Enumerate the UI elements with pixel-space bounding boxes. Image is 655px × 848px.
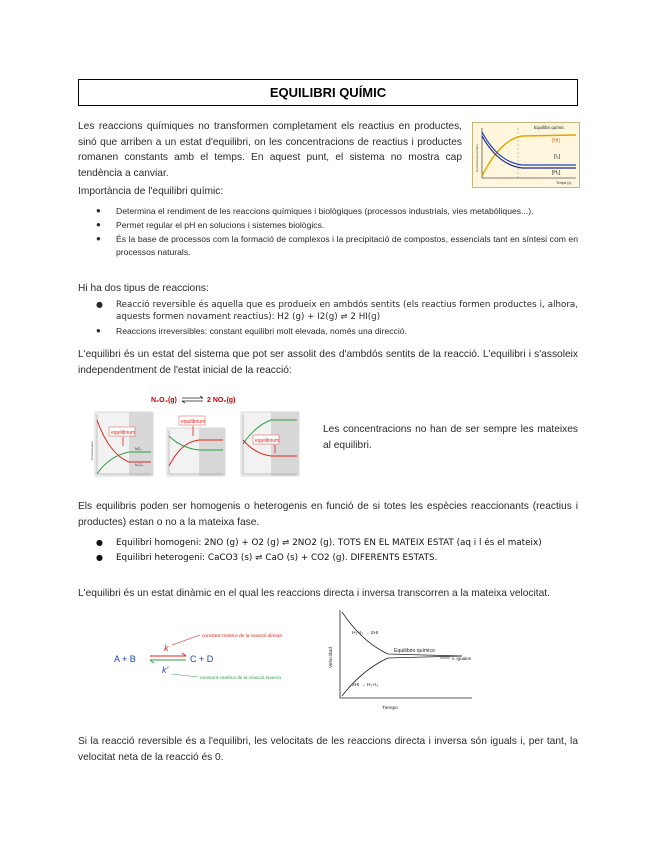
fig1-xlabel: Temps (s) xyxy=(556,181,572,185)
fig2-eq-label: equilibrium xyxy=(111,430,136,436)
list-item: ● És la base de processos com la formació de complexos i la precipitació de compostos, essencials tant en síntesi com en processos naturals. xyxy=(96,233,578,257)
n2o4-equilibrium-figure xyxy=(85,390,305,485)
types-heading: Hi ha dos tipus de reaccions: xyxy=(78,283,209,294)
fig4-top-curve: H₂+I₂ → 2HI xyxy=(352,631,379,636)
fig3-direct-note: constant cinètica de la reacció directa xyxy=(202,634,282,639)
fig1-h2-label: [H₂] xyxy=(552,170,561,176)
final-paragraph: Si la reacció reversible és a l'equilibri, les velocitats de les reaccions directa i inversa són iguals i, per tant, la velocitat neta de la reacció és 0. xyxy=(78,736,578,763)
types-list xyxy=(96,299,578,339)
rate-constants-figure xyxy=(110,626,325,686)
fig3-reactants: A + B xyxy=(114,654,136,664)
fig4-ylabel: Velocidad xyxy=(329,647,334,668)
list-item: ● Equilibri heterogeni: CaCO3 (s) ⇌ CaO (s) + CO2 (g). DIFERENTS ESTATS. xyxy=(96,552,578,565)
page-title: EQUILIBRI QUÍMIC xyxy=(78,79,578,106)
concentration-time-graph xyxy=(472,122,580,188)
fig2-panel-2 xyxy=(167,416,225,476)
fig3-products: C + D xyxy=(190,654,214,664)
intro-paragraph: Les reaccions químiques no transformen completament els reactius en productes, sinó que arriben a un estat d'equilibri, on les concentracions de reactius i productes romanen constants amb el temps. En aquest punt, el sistema no mostra cap tendència a canviar. xyxy=(78,121,462,179)
list-item: ● Reaccions irreversibles: constant equilibri molt elevada, només una direcció. xyxy=(96,325,578,337)
list-item: ● Equilibri homogeni: 2NO (g) + O2 (g) ⇌ 2NO2 (g). TOTS EN EL MATEIX ESTAT (aq i l és el mateix) xyxy=(96,537,578,550)
dynamic-paragraph: L'equilibri és un estat dinàmic en el qual les reaccions directa i inversa transcorren a la mateixa velocitat. xyxy=(78,588,550,599)
fig2-panel-1 xyxy=(90,412,153,476)
fig1-i2-label: [I₂] xyxy=(554,154,561,160)
importance-heading: Importància de l'equilibri químic: xyxy=(78,186,224,197)
velocity-time-graph xyxy=(322,606,482,716)
fig2-eq-label: equilibrium xyxy=(255,438,280,444)
concentrations-note: Les concentracions no han de ser sempre les mateixes al equilibri. xyxy=(323,424,578,451)
fig4-eq-label: Equilibrio químico xyxy=(394,648,435,654)
fig3-k-prime: k' xyxy=(162,665,169,675)
fig4-bottom-curve: 2HI → H₂+I₂ xyxy=(352,683,379,688)
homo-hetero-list xyxy=(96,537,578,566)
list-item: ● Determina el rendiment de les reaccions químiques i biològiques (processos industrials, vies metabòliques...). xyxy=(96,205,578,217)
fig2-panel-3 xyxy=(241,412,299,476)
fig2-eq-label: equilibrium xyxy=(181,419,206,425)
list-item: ● Reacció reversible és aquella que es produeix en ambdós sentits (els reactius formen productes i, alhora, aquests formen novament reactius): H2 (g) + I2(g) ⇌ 2 HI(g) xyxy=(96,299,578,323)
fig1-top-label: Equilibri químic xyxy=(534,125,565,130)
homogeneous-paragraph: Els equilibris poden ser homogenis o heterogenis en funció de si totes les espècies reaccionants (reactius i productes) estan o no a la mateixa fase. xyxy=(78,501,578,528)
fig3-k: k xyxy=(164,643,169,653)
list-item: ● Permet regular el pH en solucions i sistemes biològics. xyxy=(96,219,578,231)
fig2-reaction-left: N₂O₄(g) xyxy=(151,397,177,404)
importance-list xyxy=(96,205,578,260)
fig4-arrow-label: v. iguales xyxy=(452,656,472,661)
fig2-no2-label: NO₂ xyxy=(135,447,142,451)
fig2-ylabel: Concentration xyxy=(90,441,94,460)
fig3-inverse-note: constant cinètica de la reacció inversa xyxy=(200,676,282,681)
fig2-reaction-right: 2 NO₂(g) xyxy=(207,397,236,404)
fig1-hi-label: [HI] xyxy=(552,138,560,144)
fig2-n2o4-label: N₂O₄ xyxy=(135,463,144,467)
fig4-xlabel: Tiempo xyxy=(382,706,398,711)
equilibrium-paragraph: L'equilibri és un estat del sistema que pot ser assolit des d'ambdós sentits de la reacció. L'equilibri i s'assoleix independentment de l'estat inicial de la reacció: xyxy=(78,349,578,376)
fig1-ylabel: Concentració (mol/L) xyxy=(475,144,479,172)
